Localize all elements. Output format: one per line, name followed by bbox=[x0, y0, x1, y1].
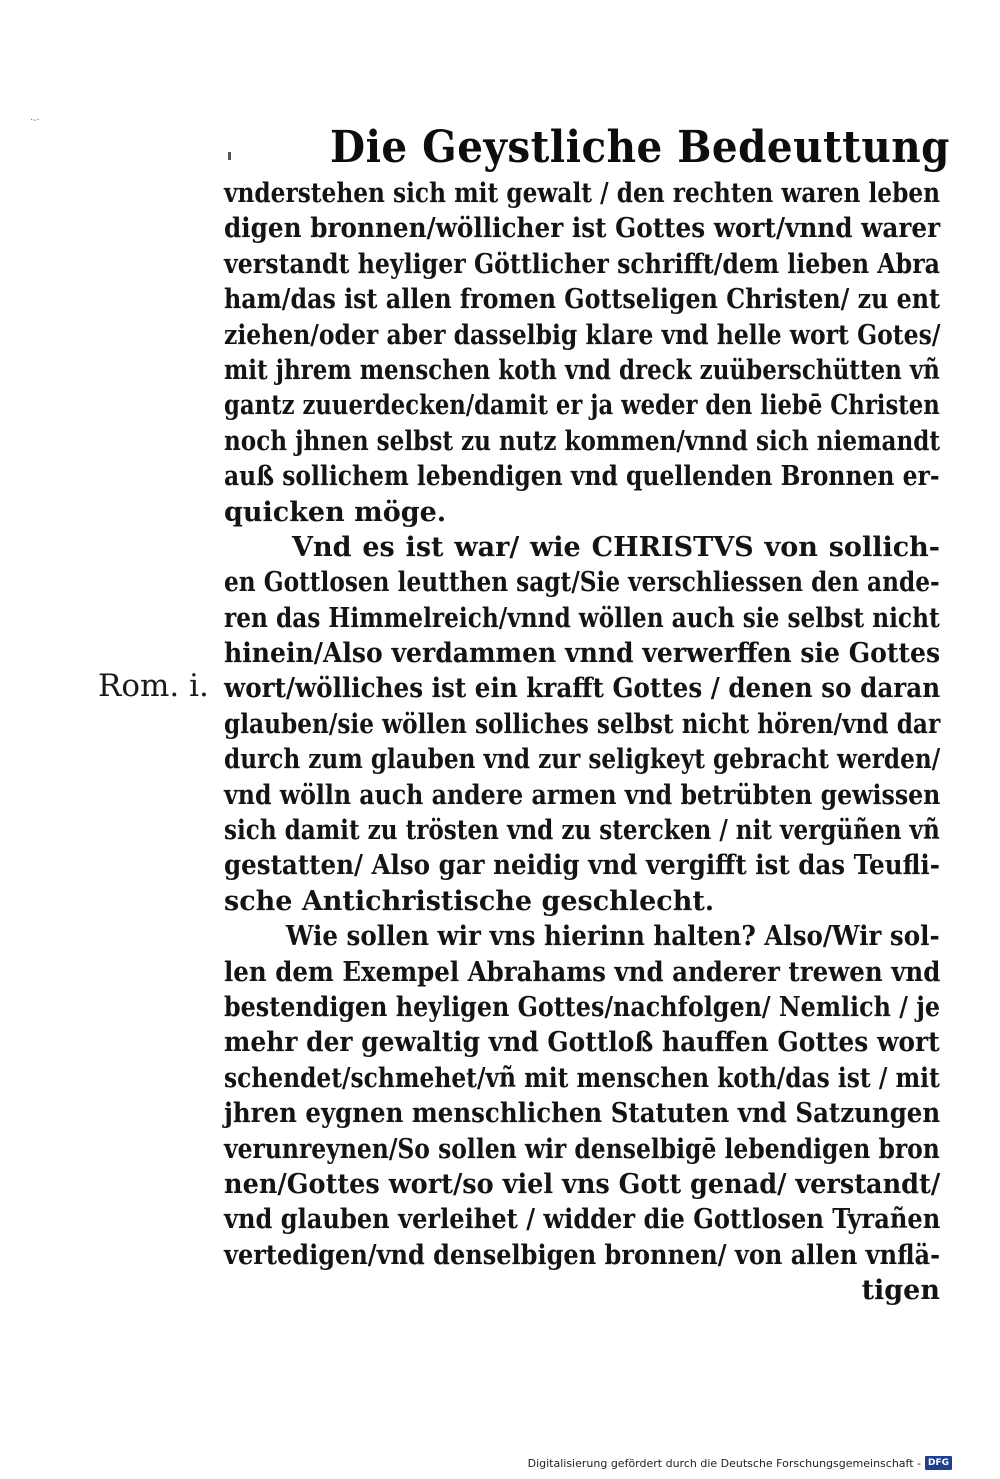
text-line: ren das Himmelreich/vnnd wöllen auch sie selbst nicht bbox=[224, 602, 940, 634]
text-line: ham/das ist allen fromen Gottseligen Christen/ zu ent bbox=[224, 284, 941, 316]
text-line: vnd glauben verleihet / widder die Gottlosen Tyrañen bbox=[224, 1204, 941, 1236]
text-line: ziehen/oder aber dasselbig klare vnd helle wort Gotes/ bbox=[224, 319, 941, 351]
text-line: verstandt heyliger Göttlicher schrifft/dem lieben Abra bbox=[224, 248, 940, 280]
text-line: jhren eygnen menschlichen Statuten vnd Satzungen bbox=[224, 1098, 941, 1130]
text-line: bestendigen heyligen Gottes/nachfolgen/ Nemlich / je bbox=[224, 991, 940, 1023]
text-line: sich damit zu trösten vnd zu stercken / nit vergüñen vñ bbox=[224, 815, 940, 847]
text-line: gantz zuuerdecken/damit er ja weder den liebē Christen bbox=[224, 390, 940, 422]
footer-text: Digitalisierung gefördert durch die Deutsche Forschungsgemeinschaft - bbox=[527, 1456, 921, 1470]
text-line: sche Antichristische geschlecht. bbox=[224, 885, 715, 917]
text-line: noch jhnen selbst zu nutz kommen/vnnd sich niemandt bbox=[224, 425, 941, 457]
ink-speck bbox=[228, 152, 231, 160]
text-line: schendet/schmehet/vñ mit menschen koth/das ist / mit bbox=[224, 1062, 940, 1094]
text-line: verunreynen/So sollen wir denselbigē lebendigen bron bbox=[224, 1133, 940, 1165]
text-line: vertedigen/vnd denselbigen bronnen/ von allen vnflä- bbox=[224, 1239, 941, 1271]
text-line: digen bronnen/wöllicher ist Gottes wort/vnnd warer bbox=[224, 213, 941, 245]
text-line: wort/wölliches ist ein krafft Gottes / denen so daran bbox=[224, 673, 941, 705]
text-line: glauben/sie wöllen solliches selbst nicht hören/vnd dar bbox=[224, 708, 941, 740]
text-line: gestatten/ Also gar neidig vnd vergifft ist das Teufli- bbox=[224, 850, 940, 882]
edge-marks: ·‐· bbox=[30, 115, 40, 126]
digitization-footer bbox=[528, 1455, 952, 1471]
text-line: mehr der gewaltig vnd Gottloß hauffen Gottes wort bbox=[224, 1027, 940, 1059]
catchword: tigen bbox=[861, 1275, 940, 1307]
text-line: Vnd es ist war/ wie CHRISTVS von sollich- bbox=[292, 531, 940, 563]
dfg-logo: DFG bbox=[925, 1456, 952, 1470]
body-text bbox=[224, 176, 940, 1309]
text-line: en Gottlosen leutthen sagt/Sie verschliessen den ande- bbox=[224, 567, 940, 599]
text-line: hinein/Also verdammen vnnd verwerffen sie Gottes bbox=[224, 638, 941, 670]
text-line: nen/Gottes wort/so viel vns Gott genad/ verstandt/ bbox=[224, 1168, 941, 1200]
running-head: Die Geystliche Bedeuttung bbox=[330, 122, 950, 173]
text-line: durch zum glauben vnd zur seligkeyt gebracht werden/ bbox=[224, 744, 941, 776]
text-line: vnd wölln auch andere armen vnd betrübten gewissen bbox=[224, 779, 941, 811]
margin-note: Rom. i. bbox=[98, 668, 209, 704]
text-line: mit jhrem menschen koth vnd dreck zuüberschütten vñ bbox=[224, 354, 940, 386]
text-line: auß sollichem lebendigen vnd quellenden Bronnen er- bbox=[224, 461, 940, 493]
text-line: vnderstehen sich mit gewalt / den rechten waren leben bbox=[224, 178, 941, 209]
text-line: Wie sollen wir vns hierinn halten? Also/Wir sol- bbox=[285, 921, 940, 953]
text-line: quicken möge. bbox=[224, 496, 447, 528]
text-line: len dem Exempel Abrahams vnd anderer trewen vnd bbox=[224, 956, 941, 988]
